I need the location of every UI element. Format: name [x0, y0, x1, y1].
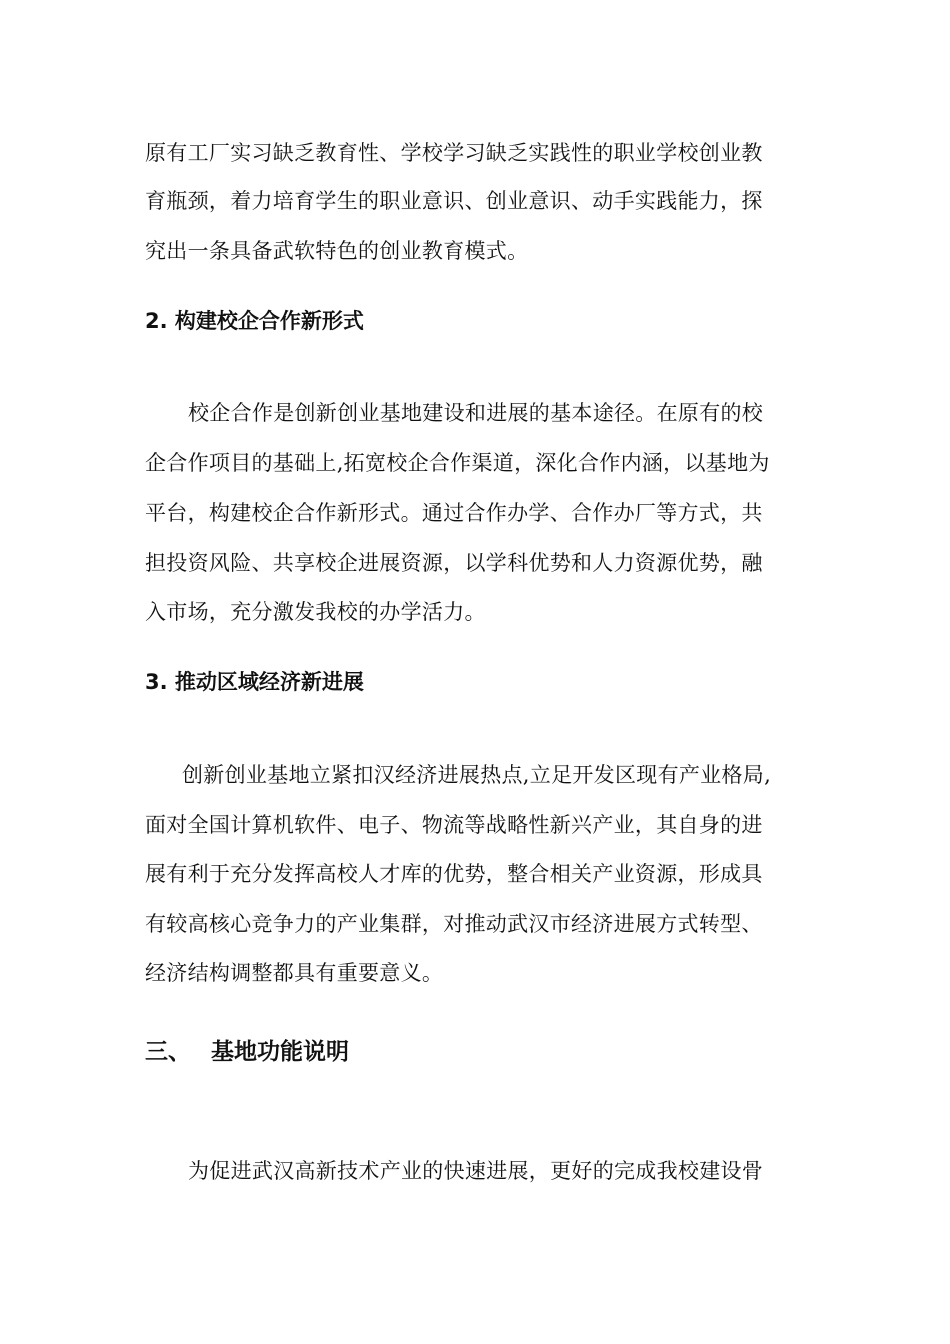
paragraph-3-line-5: 经济结构调整都具有重要意义。: [145, 961, 444, 985]
paragraph-1-line-1: 原有工厂实习缺乏教育性、学校学习缺乏实践性的职业学校创业教: [145, 141, 763, 165]
paragraph-3-line-3: 展有利于充分发挥高校人才库的优势，整合相关产业资源，形成具: [145, 862, 763, 886]
section-3-title: 基地功能说明: [211, 1039, 349, 1065]
heading-3: 3. 推动区域经济新进展: [145, 670, 364, 694]
paragraph-1-line-2: 育瓶颈，着力培育学生的职业意识、创业意识、动手实践能力，探: [145, 189, 763, 213]
paragraph-2-line-2: 企合作项目的基础上,拓宽校企合作渠道，深化合作内涵，以基地为: [145, 451, 770, 475]
paragraph-4-line-1: 为促进武汉高新技术产业的快速进展，更好的完成我校建设骨: [188, 1159, 764, 1183]
paragraph-2-line-1: 校企合作是创新创业基地建设和进展的基本途径。在原有的校: [188, 401, 764, 425]
paragraph-2-line-5: 入市场，充分激发我校的办学活力。: [145, 600, 486, 624]
paragraph-1-line-3: 究出一条具备武软特色的创业教育模式。: [145, 239, 529, 263]
section-3-number: 三、: [145, 1039, 191, 1065]
paragraph-3-line-2: 面对全国计算机软件、电子、物流等战略性新兴产业，其自身的进: [145, 813, 763, 837]
paragraph-3-line-1: 创新创业基地立紧扣汉经济进展热点,立足开发区现有产业格局,: [182, 763, 772, 787]
heading-2: 2. 构建校企合作新形式: [145, 309, 364, 333]
paragraph-3-line-4: 有较高核心竞争力的产业集群，对推动武汉市经济进展方式转型、: [145, 912, 763, 936]
paragraph-2-line-3: 平台，构建校企合作新形式。通过合作办学、合作办厂等方式，共: [145, 501, 763, 525]
paragraph-2-line-4: 担投资风险、共享校企进展资源，以学科优势和人力资源优势，融: [145, 551, 763, 575]
